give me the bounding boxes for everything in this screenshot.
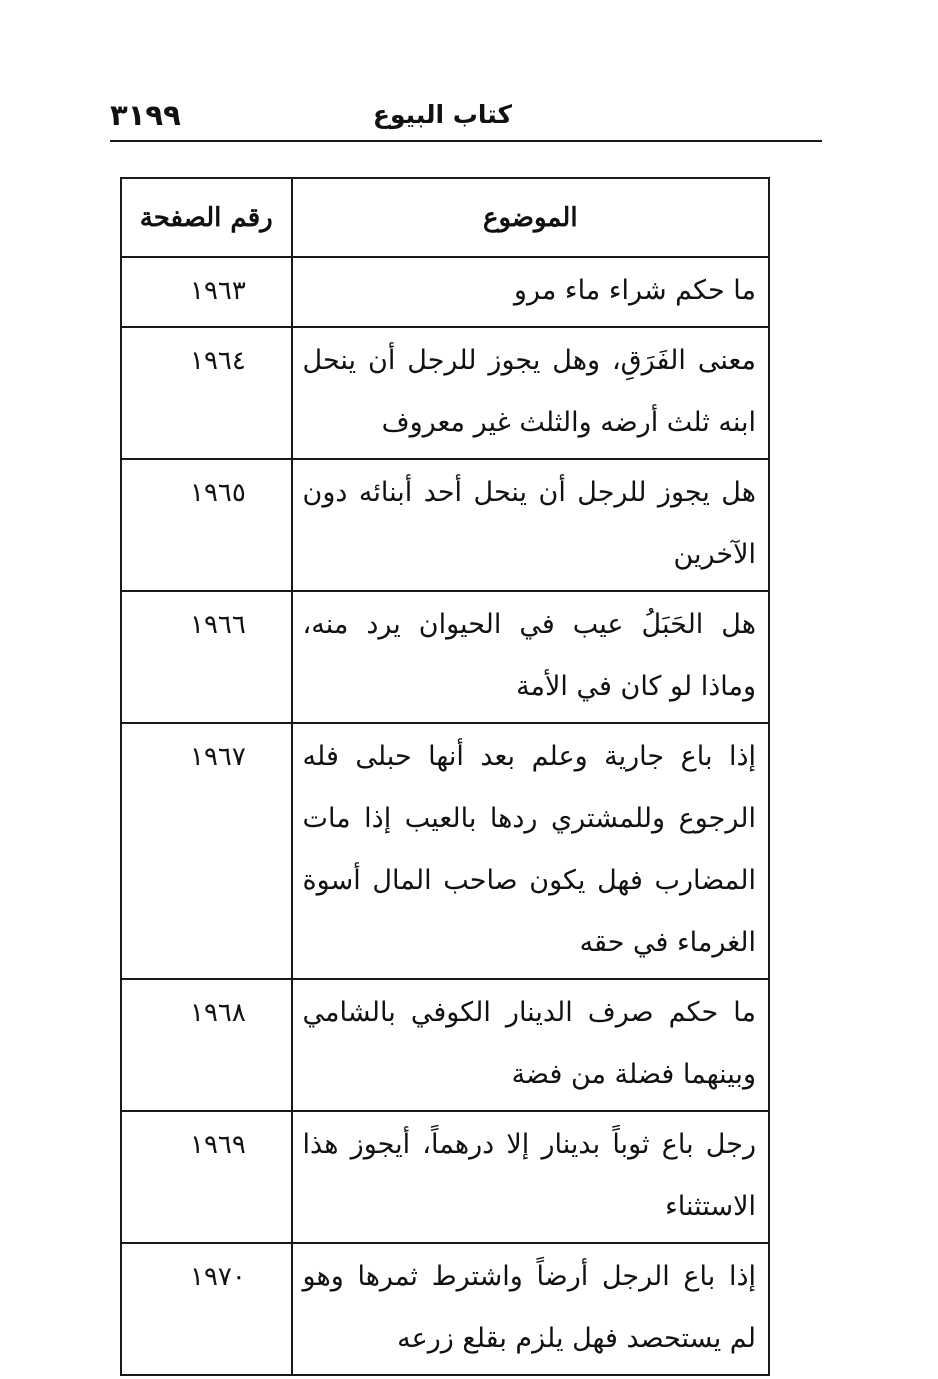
table-header-row <box>121 178 769 257</box>
column-header-topic: الموضوع <box>292 178 769 257</box>
page-number-value: ١٩٦٣ <box>190 276 246 306</box>
page-number-value: ١٩٦٩ <box>190 1130 246 1160</box>
topic-cell: هل الحَبَلُ عيب في الحيوان يرد منه، وماذا لو كان في الأمة <box>292 591 769 723</box>
page-number-value: ١٩٧٠ <box>190 1262 246 1292</box>
topic-cell: ما حكم صرف الدينار الكوفي بالشامي وبينهما فضلة من فضة <box>292 979 769 1111</box>
column-header-page: رقم الصفحة <box>121 178 292 257</box>
page-cell <box>121 1243 292 1375</box>
page-number: ٣١٩٩ <box>110 98 181 132</box>
table-row <box>121 979 769 1111</box>
table-row <box>121 1243 769 1375</box>
page-number-value: ١٩٦٦ <box>190 610 246 640</box>
page-cell <box>121 257 292 327</box>
table-row <box>121 1111 769 1243</box>
table-row <box>121 723 769 979</box>
page-header <box>110 96 822 142</box>
topic-cell: ما حكم شراء ماء مرو <box>292 257 769 327</box>
page-cell <box>121 723 292 979</box>
index-table <box>120 177 770 1376</box>
page-cell <box>121 1111 292 1243</box>
topic-cell: إذا باع الرجل أرضاً واشترط ثمرها وهو لم يستحصد فهل يلزم بقلع زرعه <box>292 1243 769 1375</box>
book-title: كتاب البيوع <box>372 100 512 129</box>
table-row <box>121 327 769 459</box>
table-row <box>121 459 769 591</box>
topic-cell: هل يجوز للرجل أن ينحل أحد أبنائه دون الآخرين <box>292 459 769 591</box>
topic-cell: رجل باع ثوباً بدينار إلا درهماً، أيجوز هذا الاستثناء <box>292 1111 769 1243</box>
topic-cell: إذا باع جارية وعلم بعد أنها حبلى فله الرجوع وللمشتري ردها بالعيب إذا مات المضارب فهل يكون صاحب المال أسوة الغرماء في حقه <box>292 723 769 979</box>
page-number-value: ١٩٦٨ <box>190 998 246 1028</box>
page-cell <box>121 327 292 459</box>
page-number-value: ١٩٦٧ <box>190 742 246 772</box>
page-number-value: ١٩٦٥ <box>190 478 246 508</box>
topic-cell: معنى الفَرَقِ، وهل يجوز للرجل أن ينحل ابنه ثلث أرضه والثلث غير معروف <box>292 327 769 459</box>
page-cell <box>121 459 292 591</box>
page-number-value: ١٩٦٤ <box>190 346 246 376</box>
page-cell <box>121 591 292 723</box>
table-row <box>121 591 769 723</box>
page-cell <box>121 979 292 1111</box>
table-row <box>121 257 769 327</box>
